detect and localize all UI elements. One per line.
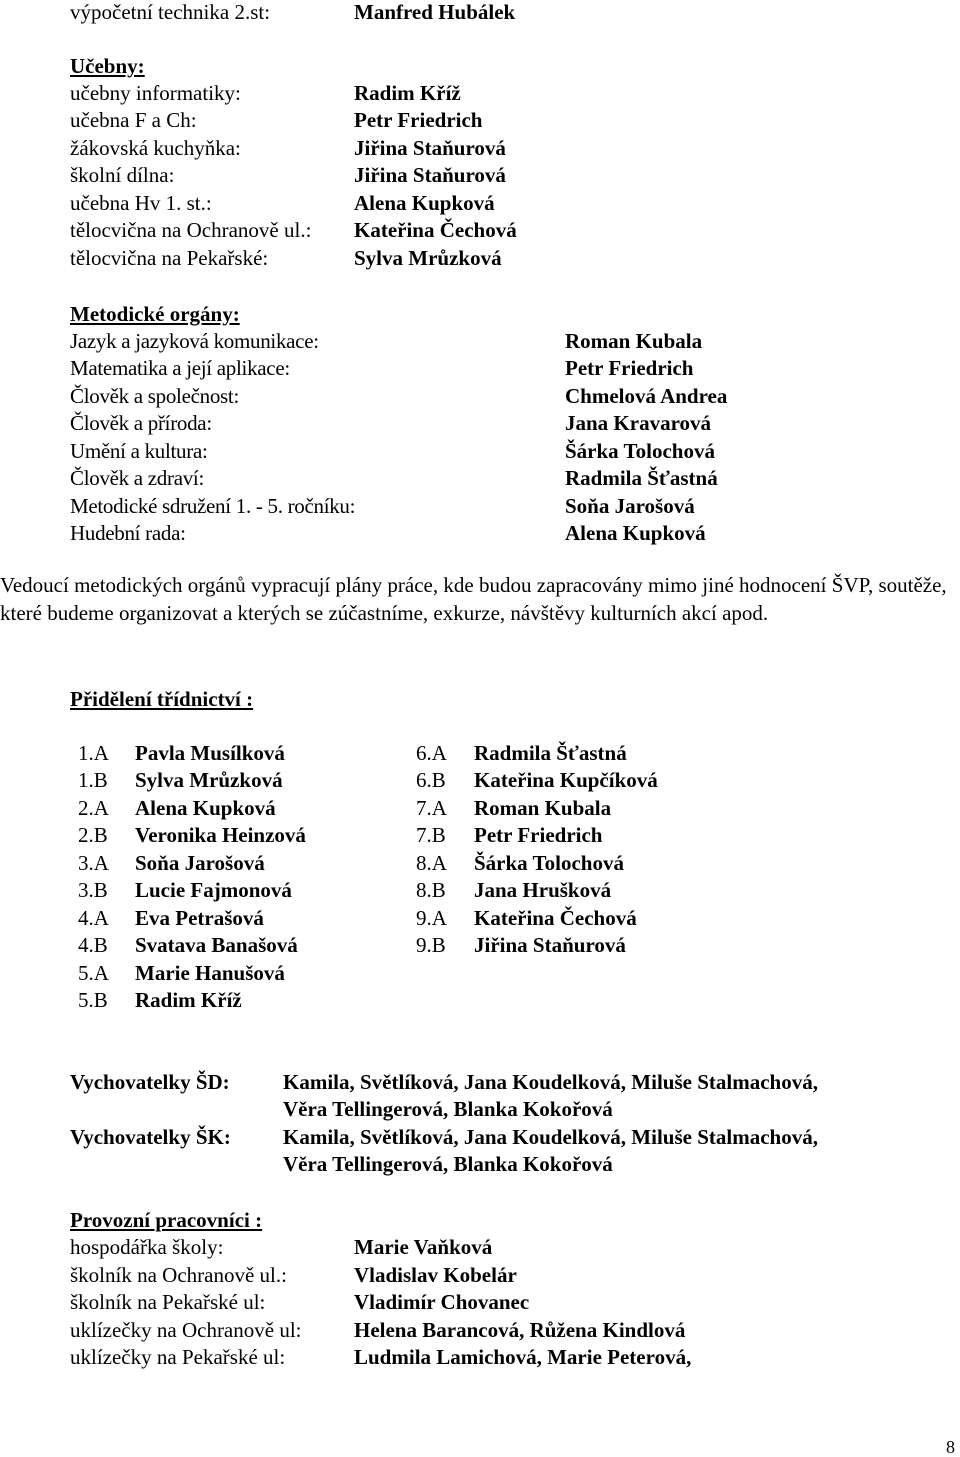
top-line-label: výpočetní technika 2.st: [70, 0, 271, 24]
class-teacher-name: Svatava Banašová [135, 933, 298, 957]
class-teacher-name: Pavla Musílková [135, 741, 285, 765]
class-teacher-name: Lucie Fajmonová [135, 878, 292, 902]
class-teacher-name: Petr Friedrich [474, 823, 603, 847]
classroom-label: žákovská kuchyňka: [70, 136, 241, 160]
classroom-value: Kateřina Čechová [354, 218, 517, 242]
operations-label: uklízečky na Ochranově ul: [70, 1318, 302, 1342]
class-teacher-name: Sylva Mrůzková [135, 768, 283, 792]
operations-label: hospodářka školy: [70, 1235, 224, 1259]
operations-heading: Provozní pracovníci : [70, 1208, 263, 1232]
educators-label: Vychovatelky ŠD: [70, 1070, 230, 1094]
top-line-value: Manfred Hubálek [354, 0, 516, 24]
class-code: 1.B [78, 768, 108, 792]
class-code: 5.B [78, 988, 108, 1012]
operations-value: Vladimír Chovanec [354, 1290, 530, 1314]
class-teacher-name: Alena Kupková [135, 796, 276, 820]
class-teacher-name: Veronika Heinzová [135, 823, 306, 847]
methodical-label: Člověk a zdraví: [70, 466, 204, 490]
class-teacher-name: Marie Hanušová [135, 961, 285, 985]
operations-value: Marie Vaňková [354, 1235, 493, 1259]
classroom-label: učebna Hv 1. st.: [70, 191, 212, 215]
class-code: 3.B [78, 878, 108, 902]
methodical-label: Člověk a společnost: [70, 384, 239, 408]
class-code: 6.A [416, 741, 447, 765]
class-code: 4.B [78, 933, 108, 957]
class-code: 3.A [78, 851, 109, 875]
class-teacher-name: Jana Hrušková [474, 878, 612, 902]
class-code: 4.A [78, 906, 109, 930]
classroom-value: Jiřina Staňurová [354, 163, 506, 187]
class-teacher-name: Šárka Tolochová [474, 851, 624, 875]
methodical-value: Chmelová Andrea [565, 384, 728, 408]
classroom-value: Petr Friedrich [354, 108, 483, 132]
class-teacher-name: Jiřina Staňurová [474, 933, 626, 957]
methodical-value: Soňa Jarošová [565, 494, 695, 518]
methodical-value: Petr Friedrich [565, 356, 694, 380]
operations-label: uklízečky na Pekařské ul: [70, 1345, 286, 1369]
class-teacher-name: Radmila Šťastná [474, 741, 627, 765]
operations-label: školník na Pekařské ul: [70, 1290, 266, 1314]
class-teacher-name: Radim Kříž [135, 988, 242, 1012]
classroom-label: tělocvična na Pekařské: [70, 246, 269, 270]
educators-names: Kamila, Světlíková, Jana Koudelková, Miluše Stalmachová, [283, 1070, 818, 1094]
class-code: 2.B [78, 823, 108, 847]
classroom-label: učebna F a Ch: [70, 108, 197, 132]
methodical-heading: Metodické orgány: [70, 302, 240, 326]
class-code: 5.A [78, 961, 109, 985]
methodical-value: Alena Kupková [565, 521, 706, 545]
classroom-label: školní dílna: [70, 163, 175, 187]
methodical-label: Jazyk a jazyková komunikace: [70, 329, 319, 353]
class-teacher-name: Roman Kubala [474, 796, 612, 820]
class-code: 8.A [416, 851, 447, 875]
class-teachers-heading: Přidělení třídnictví : [70, 687, 254, 711]
class-teacher-name: Soňa Jarošová [135, 851, 265, 875]
class-teacher-name: Eva Petrašová [135, 906, 264, 930]
methodical-label: Metodické sdružení 1. - 5. ročníku: [70, 494, 356, 518]
class-code: 9.A [416, 906, 447, 930]
methodical-value: Šárka Tolochová [565, 439, 715, 463]
class-code: 1.A [78, 741, 109, 765]
body-paragraph: Vedoucí metodických orgánů vypracují plány práce, kde budou zapracovány mimo jiné hodnocení ŠVP, soutěže, které budeme organizovat a kterých se zúčastníme, exkurze, návštěvy kulturních akcí apod. [0, 573, 947, 625]
class-code: 9.B [416, 933, 446, 957]
methodical-value: Roman Kubala [565, 329, 703, 353]
page-number: 8 [946, 1437, 955, 1457]
methodical-label: Člověk a příroda: [70, 411, 212, 435]
operations-value: Helena Barancová, Růžena Kindlová [354, 1318, 686, 1342]
classrooms-heading: Učebny: [70, 54, 145, 78]
class-teacher-name: Kateřina Kupčíková [474, 768, 658, 792]
methodical-label: Hudební rada: [70, 521, 186, 545]
class-teacher-name: Kateřina Čechová [474, 906, 637, 930]
class-code: 7.B [416, 823, 446, 847]
classroom-value: Sylva Mrůzková [354, 246, 502, 270]
operations-label: školník na Ochranově ul.: [70, 1263, 287, 1287]
operations-value: Ludmila Lamichová, Marie Peterová, [354, 1345, 692, 1369]
classroom-value: Radim Kříž [354, 81, 461, 105]
methodical-value: Radmila Šťastná [565, 466, 718, 490]
class-code: 2.A [78, 796, 109, 820]
methodical-label: Matematika a její aplikace: [70, 356, 290, 380]
class-code: 8.B [416, 878, 446, 902]
educators-names: Kamila, Světlíková, Jana Koudelková, Miluše Stalmachová, [283, 1125, 818, 1149]
educators-names: Věra Tellingerová, Blanka Kokořová [283, 1097, 613, 1121]
operations-value: Vladislav Kobelár [354, 1263, 517, 1287]
class-code: 7.A [416, 796, 447, 820]
educators-label: Vychovatelky ŠK: [70, 1125, 231, 1149]
classroom-label: tělocvična na Ochranově ul.: [70, 218, 312, 242]
classroom-label: učebny informatiky: [70, 81, 241, 105]
classroom-value: Jiřina Staňurová [354, 136, 506, 160]
methodical-value: Jana Kravarová [565, 411, 712, 435]
methodical-label: Umění a kultura: [70, 439, 208, 463]
classroom-value: Alena Kupková [354, 191, 495, 215]
class-code: 6.B [416, 768, 446, 792]
educators-names: Věra Tellingerová, Blanka Kokořová [283, 1152, 613, 1176]
